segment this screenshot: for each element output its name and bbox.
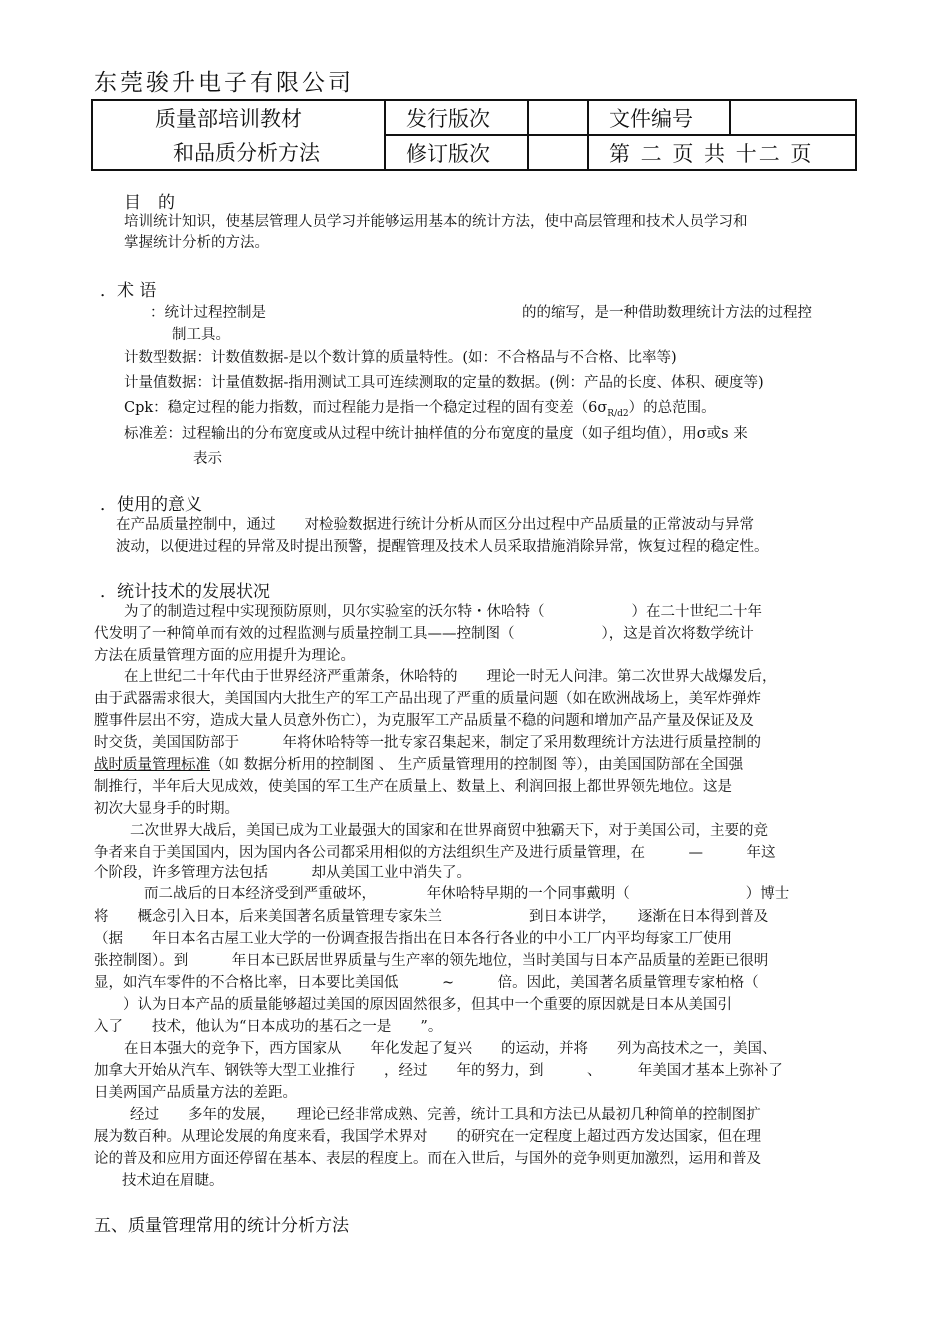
history-p3-line: 争者来自于美国国内，因为国内各公司都采用相似的方法组织生产及进行质量管理，在 — 年这: [94, 845, 776, 861]
purpose-line: 培训统计知识，使基层管理人员学习并能够运用基本的统计方法，使中高层管理和技术人员学习和: [124, 214, 748, 230]
history-p4-line: 显，如汽车零件的不合格比率，日本要比美国低 ~ 倍。因此，美国著名质量管理专家柏格（: [94, 975, 759, 991]
history-p2-line: 初次大显身手的时期。: [94, 801, 239, 817]
history-p6-line: 经过 多年的发展， 理论已经非常成熟、完善，统计工具和方法已从最初几种简单的控制图扩: [130, 1107, 761, 1123]
terms-title: ．术 语: [100, 281, 157, 301]
history-p2-line: 膛事件层出不穷，造成大量人员意外伤亡），为克服军工产品质量不稳的问题和增加产品产量及保证及及: [94, 713, 754, 729]
term-spc-b: 的的缩写，是一种借助数理统计方法的过程控: [522, 305, 812, 321]
history-p4-line: 入了 技术，他认为“日本成功的基石之一是 ”。: [94, 1019, 443, 1035]
header-title-line1: 质量部培训教材: [92, 100, 385, 135]
document-header-table: [91, 99, 857, 171]
meaning-line: 在产品质量控制中，通过 对检验数据进行统计分析从而区分出过程中产品质量的正常波动与异常: [116, 517, 754, 533]
revision-label: 修订版次: [385, 135, 528, 170]
history-p2-line: 时交货，美国国防部于 年将休哈特等一批专家召集起来，制定了采用数理统计方法进行质量控制的: [94, 735, 761, 751]
term-measure: 计量值数据：计量值数据-指用测试工具可连续测取的定量的数据。(例：产品的长度、体积、硬度等): [124, 375, 764, 391]
history-p6-line: 技术迫在眉睫。: [122, 1173, 224, 1189]
history-p3-line: 个阶段，许多管理方法包括 却从美国工业中消失了。: [94, 865, 471, 881]
term-std-b: 表示: [193, 451, 222, 467]
term-cpk-a: Cpk：稳定过程的能力指数，而过程能力是指一个稳定过程的固有变差（6σ: [124, 400, 608, 416]
term-cpk: [124, 399, 716, 424]
history-p2-line5: [94, 756, 743, 775]
history-p6-line: 展为数百种。从理论发展的角度来看，我国学术界对 的研究在一定程度上超过西方发达国家，但在理: [94, 1129, 761, 1145]
purpose-line: 掌握统计分析的方法。: [124, 235, 269, 251]
term-spc-c: 制工具。: [172, 327, 230, 343]
meaning-line: 波动，以便进过程的异常及时提出预警，提醒管理及技术人员采取措施消除异常，恢复过程的稳定性。: [116, 539, 769, 555]
company-name: 东莞骏升电子有限公司: [94, 70, 354, 96]
history-p5-line: 日美两国产品质量方法的差距。: [94, 1085, 297, 1101]
history-p4-line: （据 年日本名古屋工业大学的一份调查报告指出在日本各行各业的中小工厂内平均每家工厂使用: [94, 931, 732, 947]
history-p3-line: 二次世界大战后，美国已成为工业最强大的国家和在世界商贸中独霸天下，对于美国公司，主要的竞: [130, 823, 768, 839]
wartime-standard-term: 战时质量管理标准: [94, 757, 210, 773]
history-p6-line: 论的普及和应用方面还停留在基本、表层的程度上。而在入世后，与国外的竞争则更加激烈，运用和普及: [94, 1151, 761, 1167]
history-p1-line: 方法在质量管理方面的应用提升为理论。: [94, 648, 355, 664]
doc-number-label: 文件编号: [588, 100, 730, 135]
history-p4-line: ）认为日本产品的质量能够超过美国的原因固然很多，但其中一个重要的原因就是日本从美国引: [94, 997, 732, 1013]
purpose-title: 目 的: [124, 193, 175, 213]
history-p5-line: 在日本强大的竞争下，西方国家从 年化发起了复兴 的运动，并将 列为高技术之一，美国、: [124, 1041, 777, 1057]
issue-version-label: 发行版次: [385, 100, 528, 135]
term-cpk-b: ）的总范围。: [628, 400, 716, 416]
history-p2-line: 在上世纪二十年代由于世界经济严重萧条，休哈特的 理论一时无人问津。第二次世界大战爆发后，: [124, 669, 777, 685]
section-five-title: 五、质量管理常用的统计分析方法: [94, 1216, 349, 1236]
page-info: 第 二 页 共 十二 页: [588, 135, 856, 170]
term-std-a: 标准差：过程输出的分布宽度或从过程中统计抽样值的分布宽度的量度（如子组均值），用σ或s 来: [124, 426, 748, 442]
history-title: ．统计技术的发展状况: [100, 582, 270, 602]
history-p2-line: 由于武器需求很大，美国国内大批生产的军工产品出现了严重的质量问题（如在欧洲战场上，美军炸弹炸: [94, 691, 761, 707]
history-p2-line5-rest: （如 数据分析用的控制图 、 生产质量管理用的控制图 等），由美国国防部在全国强: [210, 757, 744, 773]
doc-number-value: [730, 100, 856, 135]
term-cpk-sub: R/d2: [607, 409, 629, 419]
history-p1-line: 代发明了一种简单而有效的过程监测与质量控制工具——控制图（ ），这是首次将数学统计: [94, 626, 754, 642]
issue-version-value: [528, 100, 588, 135]
header-title-line2: 和品质分析方法: [92, 135, 385, 170]
meaning-title: ．使用的意义: [100, 495, 202, 515]
history-p1-line: 为了的制造过程中实现预防原则，贝尔实验室的沃尔特・休哈特（ ）在二十世纪二十年: [124, 604, 762, 620]
history-p5-line: 加拿大开始从汽车、钢铁等大型工业推行 ，经过 年的努力，到 、 年美国才基本上弥补了: [94, 1063, 783, 1079]
term-count: 计数型数据：计数值数据-是以个数计算的质量特性。(如：不合格品与不合格、比率等): [124, 350, 677, 366]
history-p4-line: 而二战后的日本经济受到严重破坏， 年休哈特早期的一个同事戴明（ ）博士: [144, 886, 790, 902]
history-p4-line: 将 概念引入日本，后来美国著名质量管理专家朱兰 到日本讲学， 逐渐在日本得到普及: [94, 909, 769, 925]
term-spc-a: ：统计过程控制是: [150, 305, 266, 321]
revision-value: [528, 135, 588, 170]
history-p2-line: 制推行，半年后大见成效，使美国的军工生产在质量上、数量上、利润回报上都世界领先地位。这是: [94, 779, 732, 795]
history-p4-line: 张控制图）。到 年日本已跃居世界质量与生产率的领先地位，当时美国与日本产品质量的差距已很明: [94, 953, 769, 969]
